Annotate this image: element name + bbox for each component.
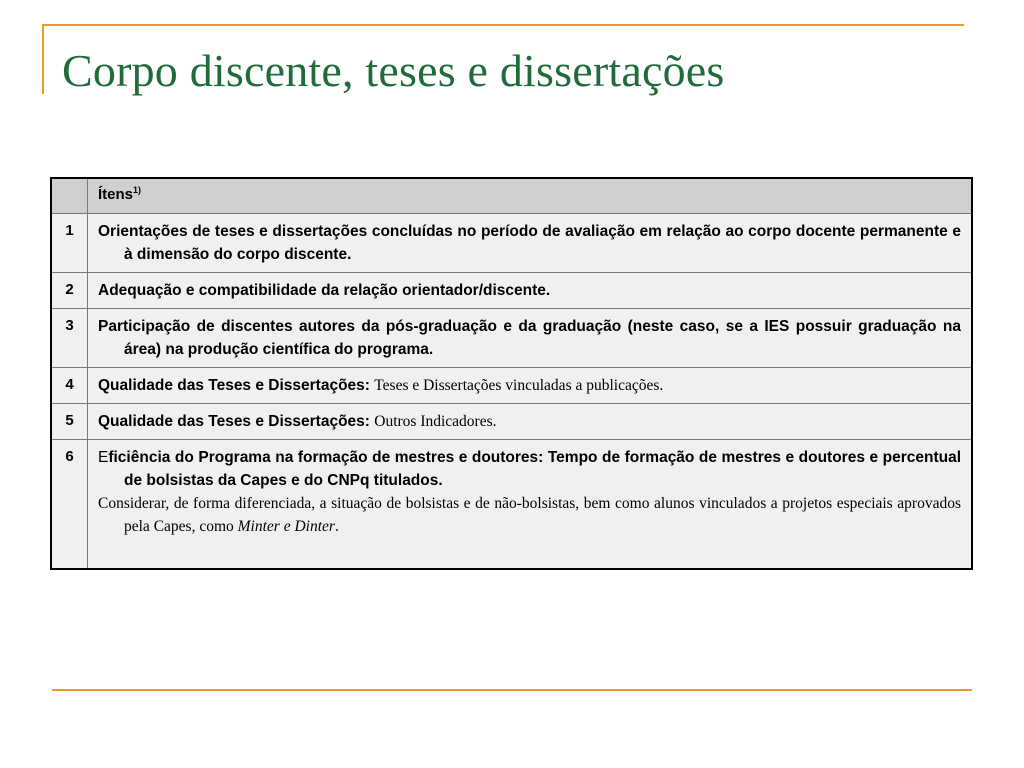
accent-line-bottom: [52, 689, 972, 691]
row-paragraph: Participação de discentes autores da pós-graduação e da graduação (neste caso, se a IES possuir graduação na área) na produção científica do programa.: [98, 318, 961, 358]
row-bold-label: Qualidade das Teses e Dissertações:: [98, 377, 375, 394]
row-note-italic: Minter e Dinter: [237, 518, 335, 535]
row-paragraph: Orientações de teses e dissertações concluídas no período de avaliação em relação ao corpo docente permanente e à dimensão do corpo discente.: [98, 223, 961, 263]
row-note: [98, 492, 961, 538]
table-row: [51, 440, 972, 570]
accent-line-top: [42, 24, 964, 26]
row-paragraph: [98, 410, 961, 433]
items-header-footnote: 1): [133, 185, 142, 195]
table-row: [51, 368, 972, 404]
number-column-header: [51, 178, 88, 214]
row-text: [88, 309, 973, 368]
accent-line-left: [42, 24, 44, 94]
table-row: [51, 404, 972, 440]
row-text: [88, 273, 973, 309]
table-row: [51, 273, 972, 309]
items-column-header: [88, 178, 973, 214]
row-number: 6: [51, 440, 88, 570]
row-serif-text: Teses e Dissertações vinculadas a publicações.: [374, 377, 664, 394]
row-note-text: Considerar, de forma diferenciada, a situação de bolsistas e de não-bolsistas, bem como alunos vinculados a projetos especiais aprovados pela Capes, como: [98, 495, 961, 535]
table-row: [51, 214, 972, 273]
row-paragraph: [98, 446, 961, 492]
row-number: 5: [51, 404, 88, 440]
row-text: [88, 440, 973, 570]
row-number: 2: [51, 273, 88, 309]
page-title: Corpo discente, teses e dissertações: [62, 45, 725, 96]
row-number: 4: [51, 368, 88, 404]
table-row: [51, 309, 972, 368]
row-note-end: .: [334, 518, 339, 535]
criteria-table: [50, 177, 973, 570]
row-paragraph: [98, 374, 961, 397]
row-text: [88, 404, 973, 440]
table-header-row: [51, 178, 972, 214]
row-serif-text: Outros Indicadores.: [374, 413, 497, 430]
row-text: [88, 214, 973, 273]
row-paragraph: Adequação e compatibilidade da relação orientador/discente.: [98, 282, 551, 299]
items-header-label: Ítens: [98, 186, 134, 203]
row-text: [88, 368, 973, 404]
row-bold-text: ficiência do Programa na formação de mestres e doutores: Tempo de formação de mestres e doutores e percentual de bolsistas da Capes e do CNPq titulados.: [108, 449, 961, 489]
row-number: 1: [51, 214, 88, 273]
row-bold-label: Qualidade das Teses e Dissertações:: [98, 413, 375, 430]
row-number: 3: [51, 309, 88, 368]
row-first-letter: E: [98, 449, 109, 466]
